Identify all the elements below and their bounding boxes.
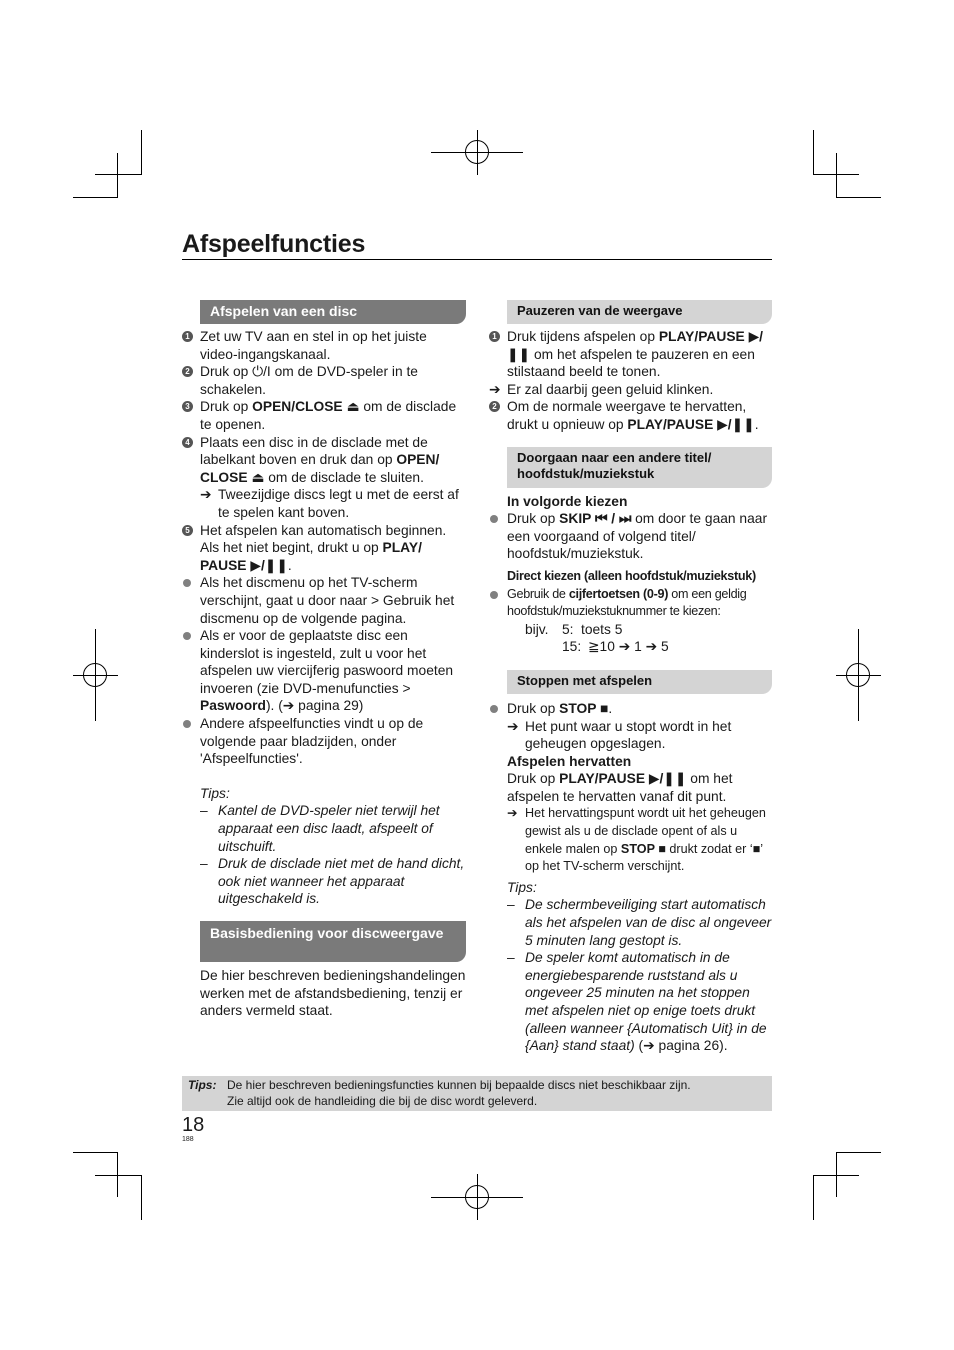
- step-text: Om de normale weergave te hervatten, drukt u opnieuw op: [507, 399, 747, 432]
- example-label: bijv.: [525, 621, 549, 637]
- tip-item: [507, 896, 772, 949]
- bullet-item: [489, 510, 772, 563]
- bullet-icon: [183, 632, 191, 640]
- key-label: PLAY/ PAUSE ▶/❚❚: [200, 540, 422, 573]
- step-text: om de disclade te sluiten.: [264, 469, 424, 485]
- step-item: [489, 398, 772, 433]
- step-text: .: [754, 416, 759, 432]
- step-text: Druk op: [200, 364, 253, 380]
- page-sub-number: 188: [182, 1136, 194, 1143]
- subheading: In volgorde kiezen: [507, 493, 628, 509]
- bullet-item: [182, 627, 466, 715]
- title-rule: [182, 259, 772, 260]
- key-label: OPEN/ CLOSE ⏏: [200, 452, 440, 485]
- step-item: [182, 398, 466, 433]
- tip-item: [200, 855, 466, 908]
- subheading: Direct kiezen (alleen hoofdstuk/muziekstuk): [507, 568, 756, 583]
- step-number-icon: 5: [182, 525, 193, 536]
- step-item: [182, 434, 466, 522]
- crop-mark: [141, 130, 142, 174]
- bullet-icon: [183, 720, 191, 728]
- step-number-icon: 2: [489, 401, 500, 412]
- dash-icon: –: [200, 856, 208, 872]
- bullet-item: [489, 700, 772, 753]
- crop-mark: [117, 153, 118, 198]
- page-title: Afspeelfuncties: [182, 230, 366, 258]
- bullet-icon: [490, 591, 498, 599]
- example-key: 15:: [562, 639, 582, 655]
- right-column: [489, 300, 772, 1055]
- footer-tips-line: Zie altijd ook de handleiding die bij de disc wordt geleverd.: [227, 1094, 538, 1108]
- bullet-text: ). (➔ pagina 29): [265, 698, 364, 714]
- key-label: STOP ■: [620, 841, 666, 856]
- arrow-note-text: drukt zodat er ‘■’ op het TV-scherm verschijnt.: [525, 841, 763, 874]
- crop-mark: [836, 153, 837, 198]
- example-row: [489, 638, 772, 656]
- bullet-item: [489, 586, 772, 621]
- dash-icon: –: [507, 897, 515, 913]
- paragraph: [489, 770, 772, 805]
- arrow-note-text: Het hervattingspunt wordt uit het geheugen gewist als u de disclade opent of als u enkele malen op: [525, 806, 766, 856]
- step-item: [182, 522, 466, 575]
- key-label: Paswoord: [200, 698, 266, 714]
- crop-mark: [95, 174, 142, 175]
- crop-mark: [813, 1175, 814, 1220]
- registration-target-icon: [83, 663, 107, 687]
- crop-mark: [813, 130, 814, 174]
- key-label: SKIP ⏮ / ⏭: [559, 511, 632, 527]
- tips-label: Tips:: [507, 879, 537, 895]
- step-item: [489, 328, 772, 398]
- crop-mark: [836, 1152, 881, 1153]
- page-number: 18: [182, 1114, 205, 1136]
- paragraph-text: om het afspelen te hervatten vanaf dit punt.: [507, 771, 733, 804]
- subheading: Afspelen hervatten: [507, 753, 632, 769]
- key-label: PLAY/PAUSE ▶/❚❚: [627, 416, 755, 432]
- crop-mark: [73, 1152, 118, 1153]
- example-key: 5:: [562, 621, 574, 637]
- step-number-icon: 4: [182, 437, 193, 448]
- key-label: OPEN/CLOSE ⏏: [252, 399, 360, 415]
- step-number-icon: 1: [182, 331, 193, 342]
- bullet-icon: [490, 705, 498, 713]
- bullet-text: Andere afspeelfuncties vindt u op de volgende paar bladzijden, onder 'Afspeelfuncties'.: [200, 716, 424, 767]
- bullet-text: Druk op: [507, 511, 560, 527]
- key-label: STOP ■: [559, 700, 609, 716]
- arrow-note-text: Er zal daarbij geen geluid klinken.: [507, 381, 714, 397]
- section-heading-pauzeren: Pauzeren van de weergave: [507, 300, 772, 324]
- crop-mark: [141, 1175, 142, 1220]
- step-text: Het afspelen kan automatisch beginnen. Als het niet begint, drukt u op: [200, 522, 447, 556]
- registration-target-icon: [465, 140, 489, 164]
- step-text: Druk op: [200, 399, 253, 415]
- bullet-text: .: [608, 700, 613, 716]
- arrow-note: [489, 381, 772, 399]
- step-item: [182, 328, 466, 363]
- power-icon: ⏻/I: [252, 364, 271, 380]
- step-text: Zet uw TV aan en stel in op het juiste video-ingangskanaal.: [200, 329, 427, 362]
- example-value: toets 5: [581, 621, 623, 637]
- arrow-note-text: Tweezijdige discs legt u met de eerst af te spelen kant boven.: [218, 487, 459, 520]
- registration-target-icon: [846, 663, 870, 687]
- arrow-right-icon: ➔: [507, 718, 519, 734]
- bullet-icon: [490, 515, 498, 523]
- paragraph-text: Druk op: [507, 771, 560, 787]
- section-heading-afspelen: Afspelen van een disc: [200, 300, 466, 324]
- crop-mark: [95, 1175, 142, 1176]
- arrow-right-icon: ➔: [489, 381, 501, 397]
- bullet-text: om door te gaan naar een voorgaand of volgend titel/ hoofdstuk/muziekstuk.: [507, 511, 768, 562]
- step-text: om het afspelen te pauzeren en een stilstaand beeld te tonen.: [507, 346, 755, 380]
- arrow-right-icon: ➔: [507, 806, 518, 821]
- bullet-text: Gebruik de: [507, 586, 569, 601]
- arrow-note: [507, 718, 772, 753]
- bullet-item: [182, 574, 466, 627]
- tip-text: Kantel de DVD-speler niet terwijl het apparaat een disc laadt, afspeelt of uitschuift.: [218, 803, 440, 854]
- bullet-text: om een geldig hoofdstuk/muziekstuknummer te kiezen:: [507, 586, 747, 619]
- bullet-item: [182, 715, 466, 768]
- key-label: PLAY/PAUSE ▶/❚❚: [559, 771, 687, 787]
- tip-item: [200, 802, 466, 855]
- section-heading-stoppen: Stoppen met afspelen: [507, 670, 772, 694]
- dash-icon: –: [507, 950, 515, 966]
- arrow-note: [200, 486, 466, 521]
- bullet-text: Als het discmenu op het TV-scherm verschijnt, gaat u door naar > Gebruik het discmenu op de volgende pagina.: [200, 575, 455, 626]
- step-text: om de DVD-speler in te schakelen.: [200, 364, 418, 397]
- crop-mark: [813, 1175, 859, 1176]
- tips-label: Tips:: [200, 785, 230, 801]
- step-item: [182, 363, 466, 398]
- left-column: [182, 300, 466, 1020]
- example-value: ≧10 ➔ 1 ➔ 5: [588, 639, 669, 655]
- example-row: [489, 621, 772, 639]
- tip-item: [507, 949, 772, 1055]
- section-heading-basisbediening: Basisbediening voor discweergave: [200, 921, 466, 962]
- section-heading-doorgaan: Doorgaan naar een andere titel/ hoofdstuk/muziekstuk: [507, 447, 772, 488]
- arrow-right-icon: ➔: [200, 487, 212, 503]
- bullet-text: Druk op: [507, 700, 560, 716]
- paragraph: De hier beschreven bedieningshandelingen werken met de afstandsbediening, tenzij er anders vermeld staat.: [200, 968, 466, 1019]
- step-text: .: [287, 557, 292, 573]
- footer-tips-label: Tips:: [188, 1078, 217, 1092]
- footer-tips-line: De hier beschreven bedieningsfuncties kunnen bij bepaalde discs niet beschikbaar zijn.: [227, 1078, 691, 1092]
- footer-tips-box: [182, 1076, 772, 1111]
- arrow-note-text: Het punt waar u stopt wordt in het geheugen opgeslagen.: [525, 718, 732, 752]
- tip-text: (➔ pagina 26).: [634, 1038, 728, 1054]
- tip-text: De schermbeveiliging start automatisch als het afspelen van de disc al ongeveer 5 minuten lang gestopt is.: [525, 897, 772, 948]
- crop-mark: [836, 197, 881, 198]
- tip-text: De speler komt automatisch in de energiebesparende ruststand als u ongeveer 25 minuten na het stoppen met afspelen niet op enige toets drukt (alleen wanneer {Automatisch Uit} in de {Aan} stand staat): [525, 950, 767, 1054]
- crop-mark: [813, 174, 859, 175]
- registration-target-icon: [465, 1185, 489, 1209]
- tip-text: Druk de disclade niet met de hand dicht, ook niet wanneer het apparaat uitgeschakeld is.: [218, 856, 465, 907]
- dash-icon: –: [200, 803, 208, 819]
- step-number-icon: 2: [182, 366, 193, 377]
- crop-mark: [73, 197, 118, 198]
- step-text: om de disclade te openen.: [200, 399, 457, 432]
- arrow-note: [507, 805, 772, 875]
- step-text: Plaats een disc in de disclade met de labelkant boven en druk dan op: [200, 434, 428, 468]
- bullet-text: Als er voor de geplaatste disc een kinderslot is ingesteld, zult u voor het afspelen uw viercijferig paswoord moeten invoeren (zie DVD-menufuncties >: [200, 628, 454, 696]
- bullet-icon: [183, 579, 191, 587]
- step-number-icon: 3: [182, 401, 193, 412]
- key-label: cijfertoetsen (0-9): [568, 586, 669, 601]
- step-number-icon: 1: [489, 331, 500, 342]
- key-label: PLAY/PAUSE ▶/❚❚: [507, 329, 764, 362]
- step-text: Druk tijdens afspelen op: [507, 329, 659, 344]
